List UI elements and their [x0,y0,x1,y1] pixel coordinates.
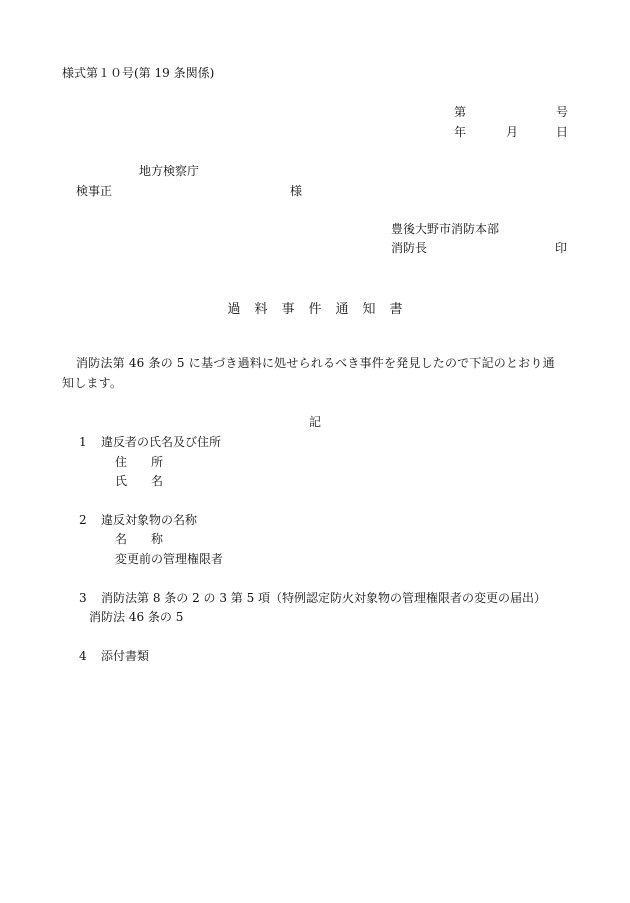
document-title [0,298,630,317]
body-line-1: 消防法第 46 条の 5 に基づき過料に処せられるべき事件を発見したので下記のとおり通 [76,356,555,370]
sender-organization: 豊後大野市消防本部 [391,222,500,236]
title-char: 料 [254,302,268,317]
recipient-honorific: 様 [290,184,303,198]
title-char: 書 [389,302,403,317]
item2-number: 2 [79,513,87,527]
item1-field-address: 住 所 [115,455,164,469]
title-char: 事 [281,302,295,317]
date-year: 年 [454,125,467,139]
title-char: 件 [308,302,322,317]
recipient-office: 地方検察庁 [139,164,200,178]
item2-field-previous-manager: 変更前の管理権限者 [115,552,224,566]
item2-heading: 違反対象物の名称 [101,513,198,527]
title-char: 知 [362,302,376,317]
date-day: 日 [556,125,569,139]
title-char: 過 [227,302,241,317]
recipient-title: 検事正 [76,184,113,198]
item2-field-name: 名 称 [115,532,164,546]
item3-number: 3 [79,591,87,605]
body-line-2: 知します。 [62,376,123,390]
sender-title: 消防長 [391,241,428,255]
number-suffix: 号 [556,105,569,119]
item3-heading: 消防法第 8 条の 2 の 3 第 5 項（特例認定防火対象物の管理権限者の変更の届出） [101,591,547,605]
form-number: 様式第１０号(第 19 条関係) [62,66,215,80]
sender-seal: 印 [555,241,568,255]
ki-mark: 記 [309,415,322,429]
item1-heading: 違反者の氏名及び住所 [101,435,222,449]
item4-heading: 添付書類 [101,649,150,663]
item3-sub: 消防法 46 条の 5 [89,610,184,624]
item1-field-name: 氏 名 [115,474,164,488]
item1-number: 1 [79,435,87,449]
title-char: 通 [335,302,349,317]
date-month: 月 [506,125,519,139]
item4-number: 4 [79,649,87,663]
number-prefix: 第 [454,105,467,119]
